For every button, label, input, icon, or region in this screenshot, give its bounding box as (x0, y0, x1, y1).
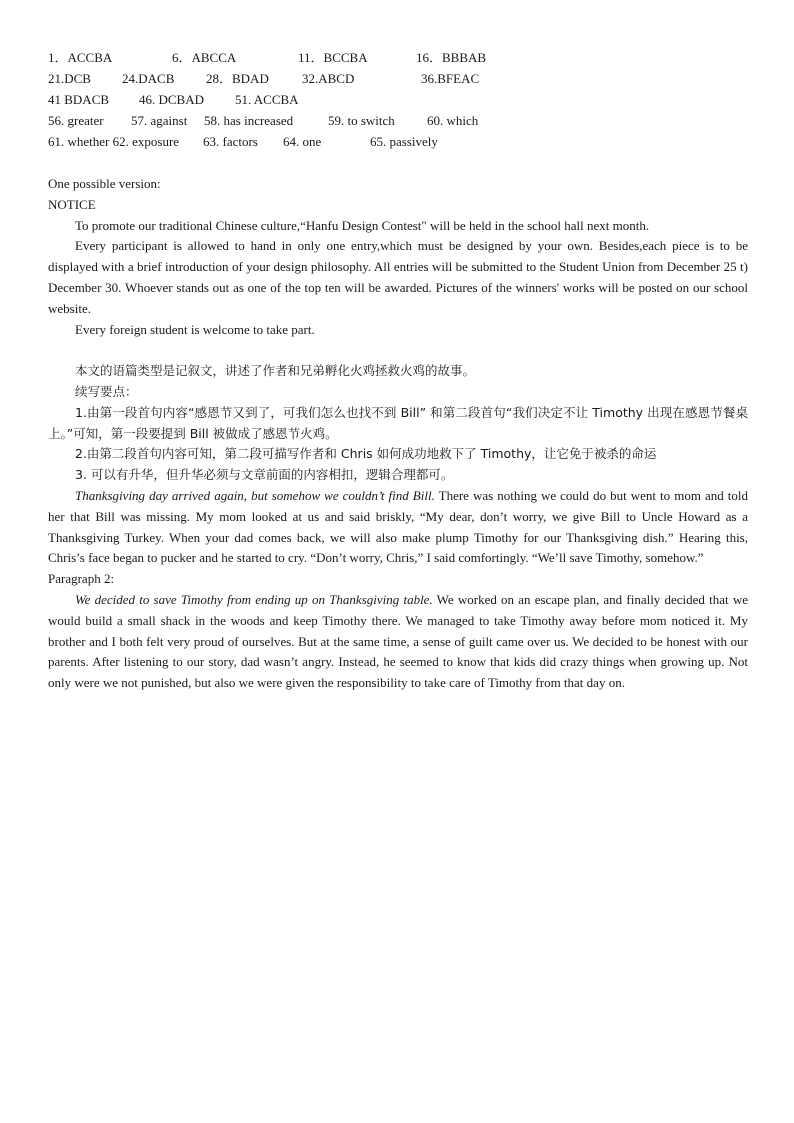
answer-item: 64. one (283, 134, 322, 149)
paragraph-2-label: Paragraph 2: (48, 571, 115, 587)
point-2: 2.由第二段首句内容可知，第二段可描写作者和 Chris 如何成功地救下了 Timothy，让它免于被杀的命运 (75, 446, 657, 462)
notice-paragraph-2: Every participant is allowed to hand in only one entry,which must be designed by your own. Besides,each piece is to be displayed with a brief introduction of your design philosophy. All entries will be submitted to the Student Union from December 25 t) December 30. Whoever stands out as one of the top ten will be awarded. Pictures of the winners' works will be posted on our school website. (48, 238, 748, 316)
answer-item: 24.DACB (122, 71, 175, 86)
paragraph-2-lead: We decided to save Timothy from ending up on Thanksgiving table. (75, 591, 433, 607)
paragraph-1 (48, 486, 748, 569)
paragraph-2 (48, 590, 748, 694)
paragraph-1-body: There was nothing we could do but went to mom and told her that Bill was missing. My mom looked at us and said briskly, “My dear, don’t worry, we give Bill to Uncle Howard as a Thanksgiving Turkey. When your dad comes back, we will also make plump Timothy for our Thanksgiving dish.” Hearing this, Chris’s face began to pucker and he started to cry. “Don’t worry, Chris,” I said comfortingly. “We’ll save Timothy, somehow.” (48, 487, 748, 566)
point-1: 1.由第一段首句内容“感恩节又到了，可我们怎么也找不到 Bill” 和第二段首句“我们决定不让 Timothy 出现在感恩节餐桌上。”可知，第一段要提到 Bill 被做成了感恩节火鸡。 (48, 404, 748, 441)
answer-item: 57. against (131, 113, 188, 128)
notice-paragraph-3: Every foreign student is welcome to take part. (75, 321, 315, 337)
answer-item: 59. to switch (328, 113, 395, 128)
point-3: 3. 可以有升华，但升华必须与文章前面的内容相扣，逻辑合理都可。 (75, 467, 454, 483)
answer-item: 65. passively (370, 134, 438, 149)
continuation-intro: 本文的语篇类型是记叙文，讲述了作者和兄弟孵化火鸡拯救火鸡的故事。 (75, 363, 476, 379)
answer-item: 58. has increased (204, 113, 294, 128)
answer-item: 6．ABCCA (172, 50, 237, 65)
answer-item: 21.DCB (48, 71, 91, 86)
answer-item: 11．BCCBA (298, 50, 368, 65)
notice-paragraph-1: To promote our traditional Chinese culture,“Hanfu Design Contest" will be held in the school hall next month. (75, 217, 650, 233)
answer-item: 16．BBBAB (416, 50, 487, 65)
answer-item: 41 BDACB (48, 92, 110, 107)
answer-item: 56. greater (48, 113, 104, 128)
notice-title: NOTICE (48, 196, 96, 212)
essay-section (48, 174, 748, 694)
answer-item: 28．BDAD (206, 71, 269, 86)
answer-item: 61. whether 62. exposure (48, 134, 180, 149)
answer-item: 63. factors (203, 134, 258, 149)
answer-item: 46. DCBAD (139, 92, 205, 107)
points-title: 续写要点： (75, 383, 138, 399)
spacer (48, 340, 748, 361)
paragraph-1-lead: Thanksgiving day arrived again, but somehow we couldn’t find Bill. (75, 487, 435, 503)
answer-item: 60. which (427, 113, 479, 128)
answer-item: 51. ACCBA (235, 92, 299, 107)
answer-item: 36.BFEAC (421, 71, 480, 86)
paragraph-2-body: We worked on an escape plan, and finally decided that we would build a small shack in the woods and keep Timothy there. We managed to take Timothy away before mom noticed it. My brother and I both felt very proud of ourselves. But at the same time, a sense of guilt came over us. We decided to be honest with our parents. After listening to our story, dad wasn’t angry. Instead, he seemed to know that kids did crazy things when growing up. Not only were we not punished, but also we were given the responsibility to take care of Timothy from that day on. (48, 591, 748, 691)
version-label: One possible version: (48, 176, 161, 191)
answer-item: 1．ACCBA (48, 50, 113, 65)
answer-item: 32.ABCD (302, 71, 355, 86)
